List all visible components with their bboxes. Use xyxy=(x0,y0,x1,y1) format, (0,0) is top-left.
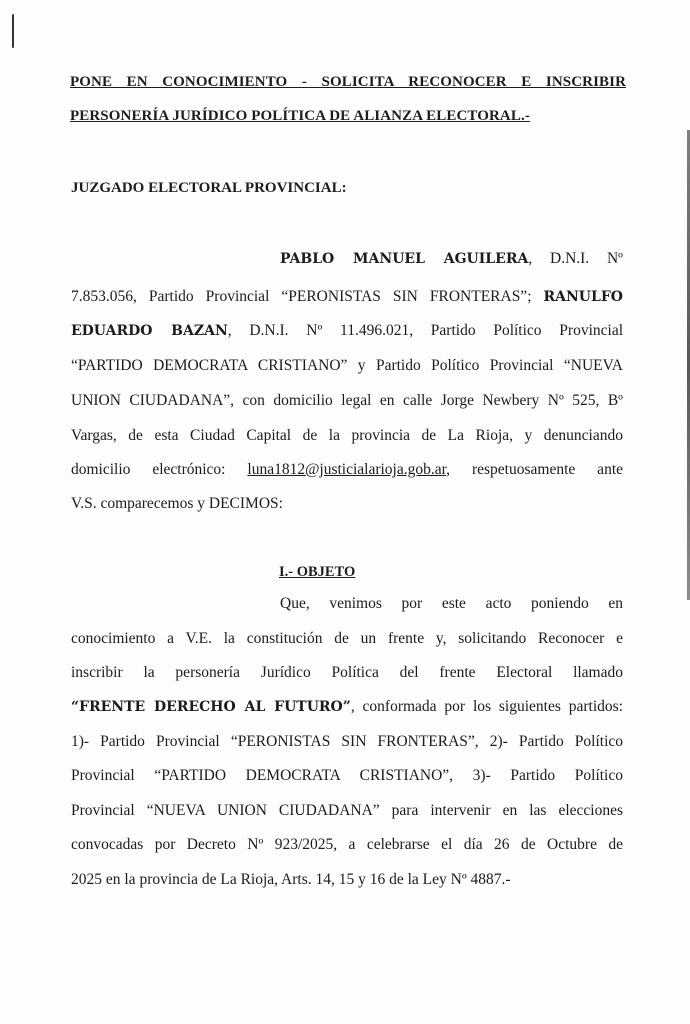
intro-line-1: PABLO MANUEL AGUILERA, D.N.I. Nº xyxy=(280,250,623,267)
objeto-line-2: conocimiento a V.E. la constitución de un frente y, solicitando Reconocer e xyxy=(71,630,623,647)
objeto-line-4: “FRENTE DERECHO AL FUTURO”, conformada por los siguientes partidos: xyxy=(71,698,623,715)
intro-line-3: EDUARDO BAZAN, D.N.I. Nº 11.496.021, Partido Político Provincial xyxy=(71,322,624,339)
objeto-line-8: convocadas por Decreto Nº 923/2025, a celebrarse el día 26 de Octubre de xyxy=(71,836,623,853)
section-heading-objeto: I.- OBJETO xyxy=(279,564,356,580)
objeto-line-5: 1)- Partido Provincial “PERONISTAS SIN FRONTERAS”, 2)- Partido Político xyxy=(71,733,623,750)
intro-line-7: domicilio electrónico: luna1812@justicialarioja.gob.ar, respetuosamente ante xyxy=(71,461,623,478)
intro-line-6: Vargas, de esta Ciudad Capital de la provincia de La Rioja, y denunciando xyxy=(71,427,623,444)
petitioner-name-2a: RANULFO xyxy=(543,289,623,305)
document-title-line-1: PONE EN CONOCIMIENTO - SOLICITA RECONOCER E INSCRIBIR xyxy=(70,74,626,90)
intro-line-5: UNION CIUDADANA”, con domicilio legal en calle Jorge Newbery Nº 525, Bº xyxy=(71,392,623,409)
petitioner-name-2b: EDUARDO BAZAN xyxy=(71,323,228,339)
objeto-line-9: 2025 en la provincia de La Rioja, Arts. 14, 15 y 16 de la Ley Nº 4887.- xyxy=(71,871,511,888)
objeto-line-6: Provincial “PARTIDO DEMOCRATA CRISTIANO”, 3)- Partido Político xyxy=(71,767,623,784)
document-title-line-2: PERSONERÍA JURÍDICO POLÍTICA DE ALIANZA ELECTORAL.- xyxy=(70,108,530,124)
margin-pen-mark xyxy=(12,14,14,48)
objeto-line-7: Provincial “NUEVA UNION CIUDADANA” para intervenir en las elecciones xyxy=(71,802,623,819)
intro-line-2: 7.853.056, Partido Provincial “PERONISTAS SIN FRONTERAS”; RANULFO xyxy=(71,288,623,305)
intro-line-4: “PARTIDO DEMOCRATA CRISTIANO” y Partido Político Provincial “NUEVA xyxy=(71,357,623,374)
addressee-heading: JUZGADO ELECTORAL PROVINCIAL: xyxy=(71,180,347,196)
front-name: “FRENTE DERECHO AL FUTURO” xyxy=(71,699,351,715)
petitioner-name-1: PABLO MANUEL AGUILERA xyxy=(280,251,529,267)
objeto-line-3: inscribir la personería Jurídico Política del frente Electoral llamado xyxy=(71,664,623,681)
intro-line-8: V.S. comparecemos y DECIMOS: xyxy=(71,495,283,512)
email-link[interactable]: luna1812@justicialarioja.gob.ar xyxy=(247,461,447,478)
objeto-line-1: Que, venimos por este acto poniendo en xyxy=(280,595,623,612)
